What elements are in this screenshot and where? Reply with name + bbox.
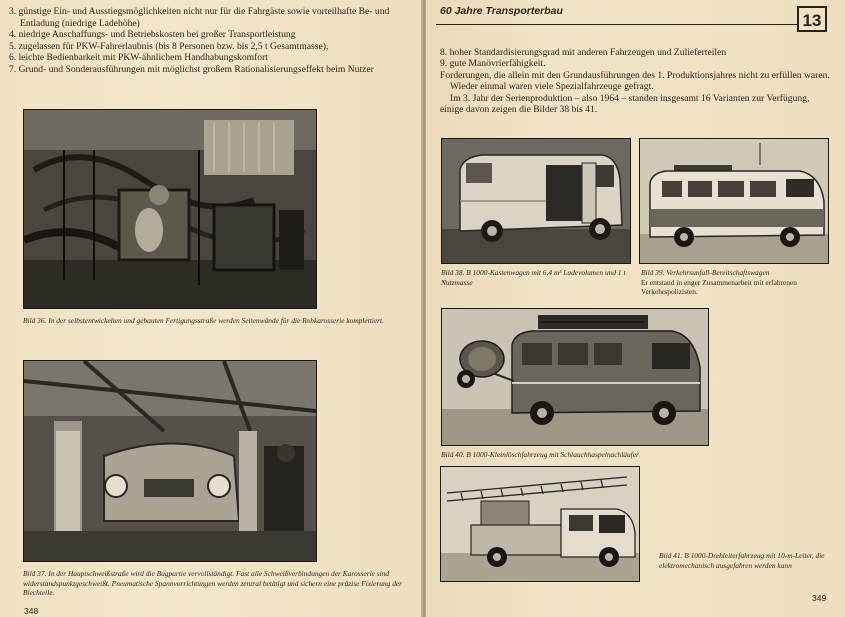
figure-38-caption: Bild 38. B 1000-Kastenwagen mit 6,4 m³ Ladevolumen und 1 t Nutzmasse	[441, 268, 626, 287]
figure-41-caption: Bild 41. B 1000-Drehleiterfahrzeug mit 10-m-Leiter, die elektromechanisch ausgefahren werden kann	[659, 551, 825, 570]
figure-41-photo	[440, 466, 640, 582]
list-item: 6. leichte Bedienbarkeit mit PKW-ähnlichem Handhabungskomfort	[9, 52, 268, 63]
body-paragraph: Wieder einmal waren viele Spezialfahrzeuge gefragt.	[450, 81, 654, 93]
list-item: 3. günstige Ein- und Ausstiegsmöglichkeiten nicht nur für die Fahrgäste sowie vorteilhafte Be- und Entladung (niedrige Ladehöhe)	[9, 6, 390, 29]
list-item-8: 8. hoher Standardisierungsgrad mit anderen Fahrzeugen und Zulieferteilen	[440, 47, 727, 58]
body-paragraph: Im 3. Jahr der Serienproduktion – also 1964 – standen insgesamt 16 Varianten zur Verfügung, einige davon zeigen die Bilder 38 bis 41.	[440, 92, 810, 116]
figure-38-photo	[441, 138, 631, 264]
list-item-9: 9. gute Manövrierfähigkeit.	[440, 58, 546, 70]
figure-39-note: Er entstand in enger Zusammenarbeit mit erfahrenen Verkehrspolizisten.	[641, 277, 797, 296]
page-number-right: 349	[812, 593, 827, 603]
list-item: 4. niedrige Anschaffungs- und Betriebskosten bei großer Transportleistung	[9, 29, 296, 40]
figure-36-caption: Bild 36. In der selbstentwickelten und gebauten Fertigungsstraße werden Seitenwände für die Rohkarosserie komplettiert.	[23, 316, 384, 325]
figure-39-title: Bild 39. Verkehrsunfall-Bereitschaftswagen	[641, 268, 770, 277]
figure-40-photo	[441, 308, 709, 446]
header-title: 60 Jahre Transporterbau	[440, 5, 563, 17]
figure-37-caption: Bild 37. In der Hauptschweißstraße wird die Bugpartie vervollständigt. Fast alle Schweißverbindungen der Karosserie sind widerstandspunktgeschweißt. Pneumatische Spannvorrichtungen werden zentral betätigt und sichern eine präzise Fixierung der Blechteile.	[23, 569, 403, 597]
figure-39-caption	[641, 268, 827, 297]
list-item: 7. Grund- und Sonderausführungen mit möglichst großem Rationalisierungseffekt beim Nutzer	[9, 63, 374, 75]
chapter-number-box: 13	[797, 6, 827, 32]
right-body-text	[440, 47, 832, 115]
list-item: 5. zugelassen für PKW-Fahrerlaubnis (bis 8 Personen bzw. bis 2,5 t Gesamtmasse),	[9, 40, 329, 52]
figure-37-photo	[23, 360, 317, 562]
figure-40-caption: Bild 40. B 1000-Kleinlöschfahrzeug mit Schlauchhaspelnachläufer	[441, 450, 639, 459]
figure-36-photo	[23, 109, 317, 309]
page-number-left: 348	[24, 606, 39, 616]
figure-39-photo	[639, 138, 829, 264]
feature-list	[8, 6, 413, 75]
body-paragraph: Forderungen, die allein mit den Grundausführungen des 1. Produktionsjahres nicht zu erfüllen waren.	[440, 69, 830, 81]
